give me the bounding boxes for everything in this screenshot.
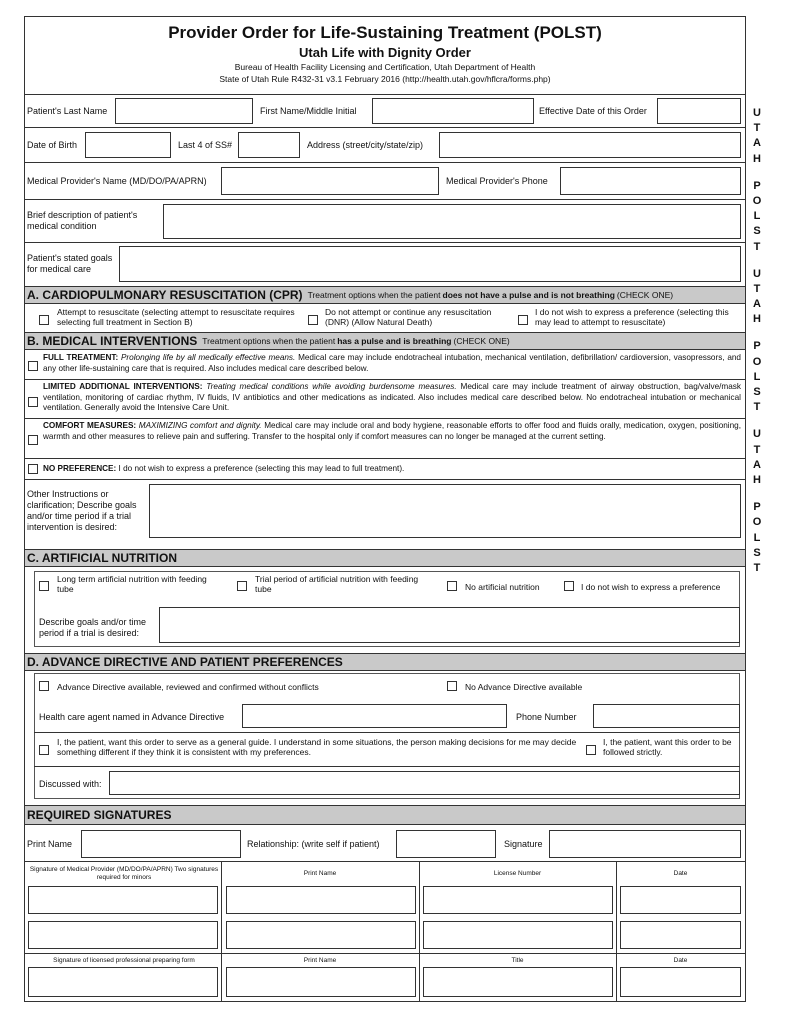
follow-strictly-label: I, the patient, want this order to be followed strictly. xyxy=(603,737,732,757)
side-letter: L xyxy=(753,531,761,544)
polst-form xyxy=(24,94,746,1002)
nutrition-goals-label: Describe goals and/or time period if a trial is desired: xyxy=(39,617,147,638)
side-letter: T xyxy=(753,561,761,574)
signatures-title: REQUIRED SIGNATURES xyxy=(27,808,172,822)
long-term-nutrition-label: Long term artificial nutrition with feeding tube xyxy=(57,574,207,594)
section-c-header xyxy=(25,549,745,567)
section-b-title: B. MEDICAL INTERVENTIONS xyxy=(27,334,198,348)
side-letter: U xyxy=(753,107,761,119)
side-letter: T xyxy=(753,443,761,456)
general-guide-label: I, the patient, want this order to serve as a general guide. I understand in some situations, the person making decisions for me may decide something different if they think it is consistent with my preferences. xyxy=(57,737,577,757)
agent-label: Health care agent named in Advance Directive xyxy=(39,712,225,722)
provider-row xyxy=(25,163,745,200)
preparer-signature-header: Signature of licensed professional preparing form xyxy=(53,957,195,964)
side-letter: P xyxy=(753,179,761,192)
ssn-label: Last 4 of SS# xyxy=(178,140,233,150)
dob-label: Date of Birth xyxy=(27,140,78,150)
comfort-desc: Medical care may include oral and body hygiene, reasonable efforts to offer food and fluids orally, medication, oxygen, positioning, warmth and other measures to relieve pain and suffering. Transfer to the hospital only if comfort measures can no longer be managed at the current setting. xyxy=(43,421,742,441)
ssn-field[interactable] xyxy=(238,132,300,158)
comfort-measures-text xyxy=(43,421,741,442)
other-instructions-label: Other Instructions or clarification; Describe goals and/or time period if a trial intervention is desired: xyxy=(27,489,137,532)
ad-available-checkbox[interactable] xyxy=(39,681,49,691)
goals-label: Patient's stated goals for medical care xyxy=(27,253,113,274)
side-letter: A xyxy=(753,458,761,471)
full-treatment-text xyxy=(43,353,741,374)
comfort-italic: MAXIMIZING comfort and dignity. xyxy=(138,421,262,430)
provider-signature-field-2[interactable] xyxy=(28,921,218,949)
side-letter: A xyxy=(753,137,761,150)
side-letter: H xyxy=(753,313,761,326)
side-letter: S xyxy=(753,546,761,559)
signature-field[interactable] xyxy=(549,830,741,858)
divider xyxy=(25,458,745,459)
side-letter: H xyxy=(753,473,761,486)
form-subtitle: Utah Life with Dignity Order xyxy=(299,45,471,60)
comfort-title: COMFORT MEASURES: xyxy=(43,421,137,430)
section-b-header xyxy=(25,332,745,350)
relationship-label: Relationship: (write self if patient) xyxy=(247,839,380,849)
provider-name-field[interactable] xyxy=(221,167,439,195)
license-number-field-1[interactable] xyxy=(423,886,613,914)
side-letter: S xyxy=(753,225,761,238)
divider xyxy=(25,418,745,419)
provider-phone-label: Medical Provider's Phone xyxy=(446,176,548,186)
agent-phone-label: Phone Number xyxy=(516,712,577,722)
section-a-header xyxy=(25,286,745,304)
full-treatment-checkbox[interactable] xyxy=(28,361,38,371)
section-a-desc: Treatment options when the patient xyxy=(307,290,441,300)
nutrition-nopref-label: I do not wish to express a preference xyxy=(581,582,721,592)
side-letter: U xyxy=(753,428,761,441)
side-letter: P xyxy=(753,340,761,353)
effective-date-field[interactable] xyxy=(657,98,741,124)
side-letter: H xyxy=(753,152,761,165)
no-preference-text xyxy=(43,464,741,475)
preparer-date-field[interactable] xyxy=(620,967,741,997)
follow-strictly-checkbox[interactable] xyxy=(586,745,596,755)
header-rule: State of Utah Rule R432-31 v3.1 February 2016 (http://health.utah.gov/hflcra/forms.php) xyxy=(219,74,551,84)
cpr-attempt-label: Attempt to resuscitate (selecting attempt to resuscitate requires selecting full treatment in Section B) xyxy=(57,307,295,327)
trial-nutrition-checkbox[interactable] xyxy=(237,581,247,591)
cpr-nopref-label: I do not wish to express a preference (selecting this may lead to attempt to resuscitate) xyxy=(535,307,729,327)
cpr-dnr-checkbox[interactable] xyxy=(308,315,318,325)
no-nutrition-checkbox[interactable] xyxy=(447,581,457,591)
side-letter: O xyxy=(752,194,762,207)
side-letter: T xyxy=(753,401,761,414)
trial-nutrition-label: Trial period of artificial nutrition with feeding tube xyxy=(255,574,419,594)
full-treatment-desc: Medical care may include endotracheal intubation, mechanical ventilation, defibrillation/ cardioversion, vasopressors, and any other life-sustaining care that is required. Also includes medical care described below. xyxy=(43,353,741,373)
divider xyxy=(221,861,222,1001)
patient-name-row xyxy=(25,95,745,128)
effective-date-label: Effective Date of this Order xyxy=(539,106,647,116)
section-d-header xyxy=(25,653,745,671)
relationship-field[interactable] xyxy=(396,830,496,858)
goals-field[interactable] xyxy=(119,246,741,282)
long-term-nutrition-checkbox[interactable] xyxy=(39,581,49,591)
condition-field[interactable] xyxy=(163,204,741,239)
agent-field[interactable] xyxy=(242,704,507,728)
preparer-print-name-header: Print Name xyxy=(303,957,337,964)
nutrition-goals-field[interactable] xyxy=(159,607,740,643)
section-a-desc-bold: does not have a pulse and is not breathing xyxy=(442,290,615,300)
side-letter: L xyxy=(753,370,761,383)
provider-print-name-header: Print Name xyxy=(303,870,337,877)
cpr-attempt-checkbox[interactable] xyxy=(39,315,49,325)
limited-interventions-checkbox[interactable] xyxy=(28,397,38,407)
ad-available-label: Advance Directive available, reviewed and confirmed without conflicts xyxy=(57,682,319,692)
side-letter: T xyxy=(753,240,761,253)
side-utah-polst-text xyxy=(746,94,768,1002)
agent-phone-field[interactable] xyxy=(593,704,740,728)
divider xyxy=(34,766,740,767)
goals-row xyxy=(25,243,745,286)
ad-none-checkbox[interactable] xyxy=(447,681,457,691)
provider-name-label: Medical Provider's Name (MD/DO/PA/APRN) xyxy=(27,176,207,186)
divider xyxy=(25,861,745,862)
print-name-field[interactable] xyxy=(81,830,241,858)
section-b-desc-bold: has a pulse and is breathing xyxy=(337,336,452,346)
limited-title: LIMITED ADDITIONAL INTERVENTIONS: xyxy=(43,382,203,391)
provider-print-name-field-2[interactable] xyxy=(226,921,416,949)
first-name-field[interactable] xyxy=(372,98,534,124)
comfort-measures-checkbox[interactable] xyxy=(28,435,38,445)
address-field[interactable] xyxy=(439,132,741,158)
provider-print-name-field-1[interactable] xyxy=(226,886,416,914)
side-letter: A xyxy=(753,298,761,311)
limited-desc: Medical care may include treatment of airway obstruction, bag/valve/mask ventilation, monitoring of cardiac rhythm, IV fluids, IV antibiotics and other medications as indicated. Also includes medical care described below. No endotracheal intubation or mechanical ventilation. Generally avoid the Intensive Care Unit. xyxy=(43,382,741,412)
section-a-title: A. CARDIOPULMONARY RESUSCITATION (CPR) xyxy=(27,288,303,302)
side-letter: T xyxy=(753,282,761,295)
limited-italic: Treating medical conditions while avoiding burdensome measures. xyxy=(206,382,457,391)
divider xyxy=(25,379,745,380)
section-b-desc: Treatment options when the patient xyxy=(202,336,336,346)
dob-field[interactable] xyxy=(85,132,171,158)
general-guide-checkbox[interactable] xyxy=(39,745,49,755)
section-b-desc-tail: (CHECK ONE) xyxy=(453,336,510,346)
full-treatment-italic: Prolonging life by all medically effective means. xyxy=(120,353,296,362)
cpr-nopref-checkbox[interactable] xyxy=(518,315,528,325)
condition-row xyxy=(25,200,745,243)
full-treatment-title: FULL TREATMENT: xyxy=(43,353,119,362)
preparer-date-header: Date xyxy=(673,957,688,964)
header-agency: Bureau of Health Facility Licensing and Certification, Utah Department of Health xyxy=(234,62,536,72)
divider xyxy=(25,479,745,480)
section-d-title: D. ADVANCE DIRECTIVE AND PATIENT PREFERENCES xyxy=(27,655,343,669)
divider xyxy=(34,732,740,733)
section-c-title: C. ARTIFICIAL NUTRITION xyxy=(27,551,177,565)
divider xyxy=(616,861,617,1001)
section-a-desc-tail: (CHECK ONE) xyxy=(616,290,674,300)
nutrition-nopref-checkbox[interactable] xyxy=(564,581,574,591)
limited-interventions-text xyxy=(43,382,741,414)
other-instructions-field[interactable] xyxy=(149,484,741,538)
preparer-signature-field[interactable] xyxy=(28,967,218,997)
nopref-desc: I do not wish to express a preference (selecting this may lead to full treatment). xyxy=(118,464,405,473)
discussed-label: Discussed with: xyxy=(39,779,102,789)
form-header xyxy=(24,16,746,94)
side-letter: O xyxy=(752,516,762,529)
condition-label: Brief description of patient's medical condition xyxy=(27,210,138,231)
preparer-title-field[interactable] xyxy=(423,967,613,997)
signatures-header xyxy=(25,805,745,825)
preparer-print-name-field[interactable] xyxy=(226,967,416,997)
provider-phone-field[interactable] xyxy=(560,167,741,195)
last-name-label: Patient's Last Name xyxy=(27,106,108,116)
no-preference-checkbox[interactable] xyxy=(28,464,38,474)
cpr-dnr-label: Do not attempt or continue any resuscitation (DNR) (Allow Natural Death) xyxy=(325,307,492,327)
provider-signature-header: Signature of Medical Provider (MD/DO/PA/APRN) Two signatures required for minors xyxy=(29,866,219,881)
last-name-field[interactable] xyxy=(115,98,253,124)
nopref-title: NO PREFERENCE: xyxy=(43,464,117,473)
date-field-1[interactable] xyxy=(620,886,741,914)
side-letter: P xyxy=(753,501,761,514)
address-label: Address (street/city/state/zip) xyxy=(307,140,424,150)
divider xyxy=(419,861,420,1001)
discussed-field[interactable] xyxy=(109,771,740,795)
divider xyxy=(25,953,745,954)
side-letter: U xyxy=(753,267,761,280)
signature-label: Signature xyxy=(504,839,543,849)
date-header: Date xyxy=(673,870,688,877)
ad-none-label: No Advance Directive available xyxy=(465,682,583,692)
form-title: Provider Order for Life-Sustaining Treatment (POLST) xyxy=(168,23,602,42)
license-number-header: License Number xyxy=(493,870,542,877)
no-nutrition-label: No artificial nutrition xyxy=(465,582,540,592)
preparer-title-header: Title xyxy=(511,957,524,964)
side-letter: L xyxy=(753,210,761,223)
side-letter: O xyxy=(752,355,762,368)
side-letter: T xyxy=(753,122,761,135)
first-name-label: First Name/Middle Initial xyxy=(260,106,357,116)
date-field-2[interactable] xyxy=(620,921,741,949)
dob-row xyxy=(25,128,745,163)
side-letter: S xyxy=(753,386,761,398)
license-number-field-2[interactable] xyxy=(423,921,613,949)
provider-signature-field-1[interactable] xyxy=(28,886,218,914)
print-name-label: Print Name xyxy=(27,839,73,849)
